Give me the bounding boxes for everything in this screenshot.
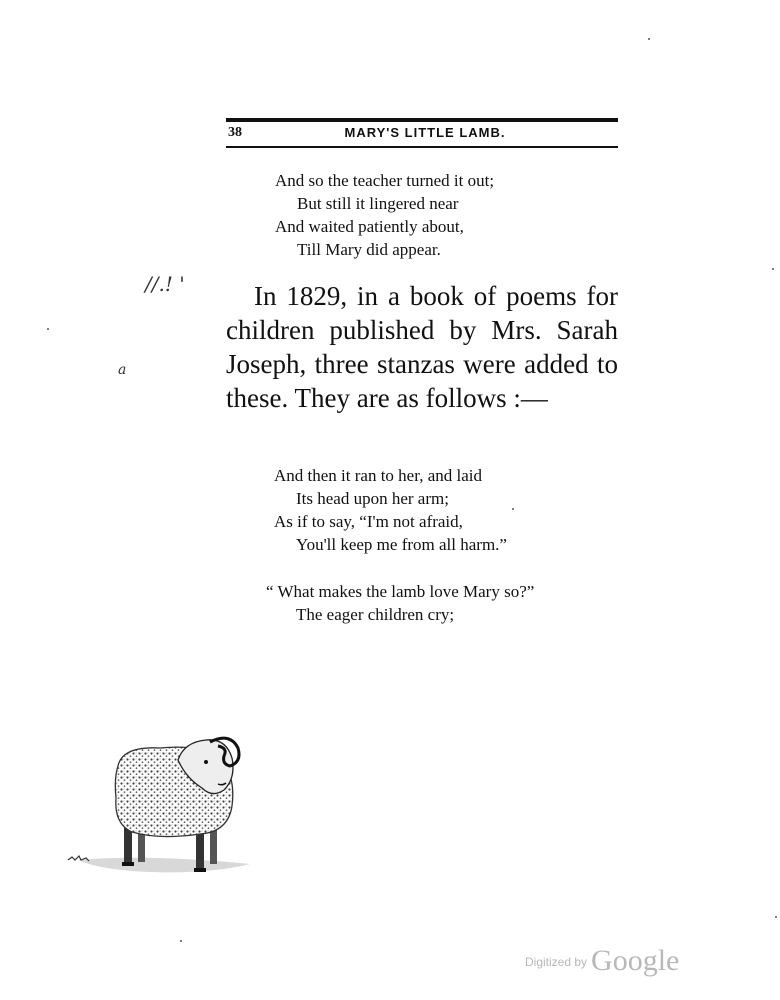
stanza-2-line: Its head upon her arm; [296,489,449,508]
paper-speck [648,38,650,40]
digitized-label: Digitized by [525,955,588,969]
stanza-3-line: The eager children cry; [296,605,455,624]
paper-speck [775,916,777,918]
paper-speck [180,940,182,942]
header-rule-top [226,118,618,122]
running-title: MARY'S LITTLE LAMB. [344,125,506,140]
stanza-2-line: And then it ran to her, and laid [274,466,482,485]
margin-mark: a [118,362,127,378]
stanza-3-line: “ What makes the lamb love Mary so?” [266,582,535,601]
stanza-2-line: You'll keep me from all harm.” [296,535,507,554]
stanza-1 [275,169,494,261]
stanza-1-line: Till Mary did appear. [297,240,441,259]
margin-mark: //.! ' [145,272,185,296]
google-watermark [525,944,679,978]
page-number: 38 [228,125,242,140]
paper-speck [772,268,774,270]
google-brand-text: Google [591,944,680,977]
stanza-1-line: And so the teacher turned it out; [275,171,495,190]
stanza-3 [266,580,534,626]
prose-paragraph: In 1829, in a book of poems for children published by Mrs. Sarah Joseph, three stanzas were added to these. They are as follows :— [226,281,618,413]
stanza-1-line: And waited patiently about, [275,217,464,236]
stanza-1-line: But still it lingered near [297,194,459,213]
paper-speck [512,508,514,510]
sheep-illustration [60,728,260,884]
stanza-2-line: As if to say, “I'm not afraid, [274,512,463,531]
header-rule-bottom [226,146,618,148]
paper-speck [47,328,49,330]
stanza-2 [274,464,507,556]
